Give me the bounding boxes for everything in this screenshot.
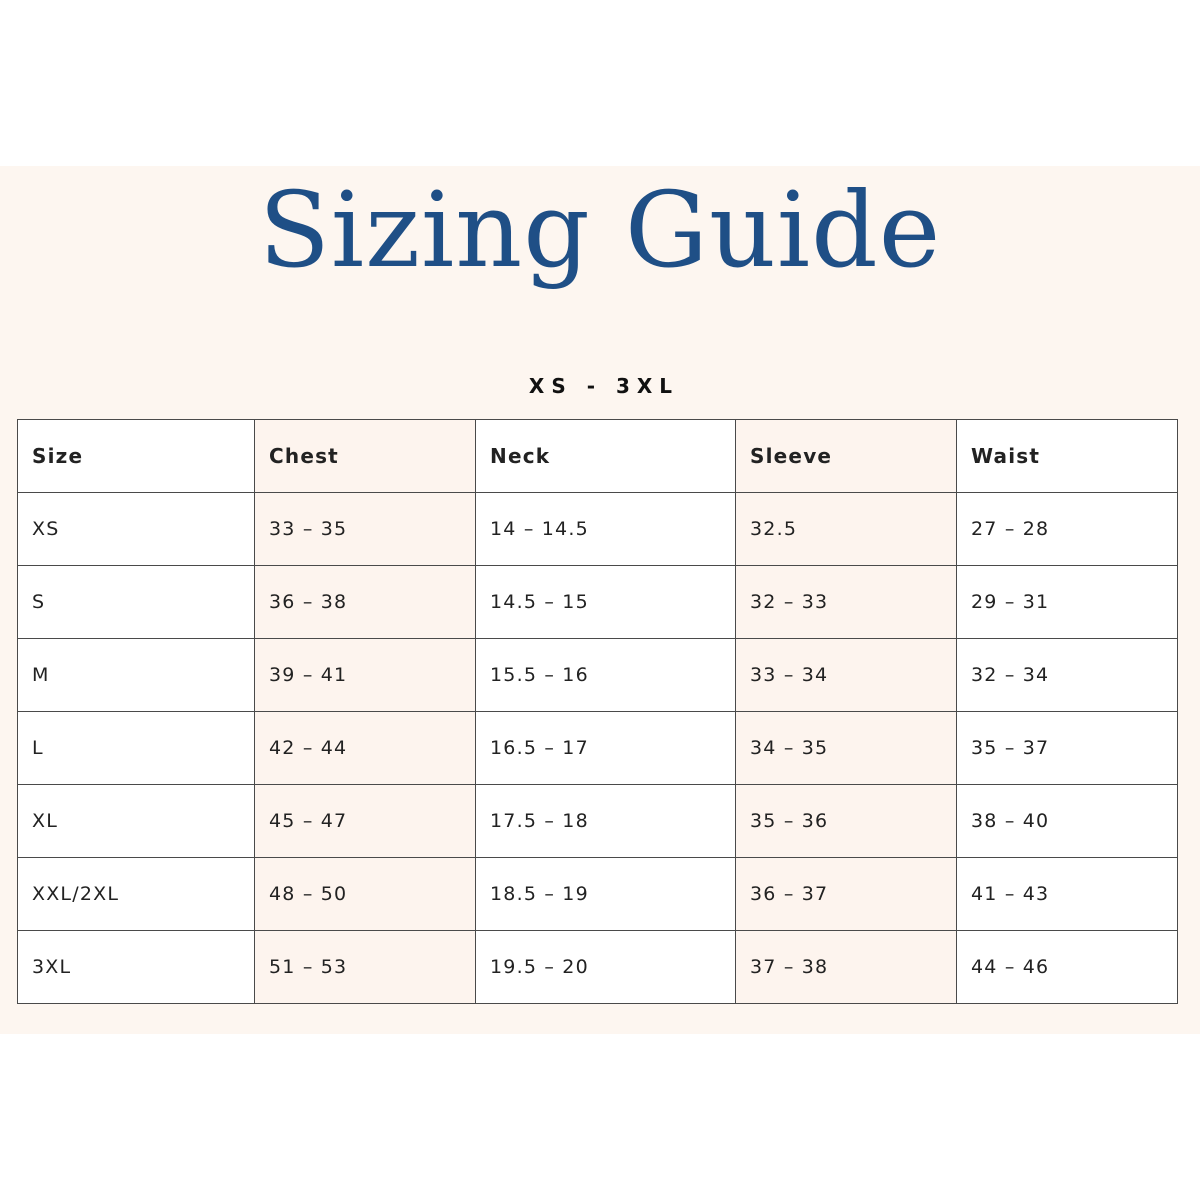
table-row — [18, 566, 1178, 639]
table-row — [18, 639, 1178, 712]
cell-sleeve: 32.5 — [736, 493, 957, 566]
column-header-sleeve: Sleeve — [736, 420, 957, 493]
cell-chest: 33 – 35 — [255, 493, 476, 566]
cell-waist: 44 – 46 — [957, 931, 1178, 1004]
column-header-size: Size — [18, 420, 255, 493]
cell-size: M — [18, 639, 255, 712]
cell-waist: 29 – 31 — [957, 566, 1178, 639]
cell-waist: 41 – 43 — [957, 858, 1178, 931]
cell-neck: 14 – 14.5 — [476, 493, 736, 566]
cell-sleeve: 35 – 36 — [736, 785, 957, 858]
cell-size: L — [18, 712, 255, 785]
table-row — [18, 858, 1178, 931]
cell-sleeve: 34 – 35 — [736, 712, 957, 785]
cell-sleeve: 33 – 34 — [736, 639, 957, 712]
size-range-subtitle: XS - 3XL — [528, 374, 680, 398]
cell-size: XL — [18, 785, 255, 858]
table-header-row — [18, 420, 1178, 493]
cell-neck: 15.5 – 16 — [476, 639, 736, 712]
column-header-waist: Waist — [957, 420, 1178, 493]
sizing-table — [17, 419, 1178, 1004]
cell-waist: 38 – 40 — [957, 785, 1178, 858]
table-row — [18, 493, 1178, 566]
cell-size: S — [18, 566, 255, 639]
cell-neck: 19.5 – 20 — [476, 931, 736, 1004]
cell-chest: 36 – 38 — [255, 566, 476, 639]
cell-chest: 45 – 47 — [255, 785, 476, 858]
cell-chest: 42 – 44 — [255, 712, 476, 785]
column-header-neck: Neck — [476, 420, 736, 493]
cell-neck: 17.5 – 18 — [476, 785, 736, 858]
cell-neck: 18.5 – 19 — [476, 858, 736, 931]
page-title: Sizing Guide — [258, 169, 942, 291]
table-row — [18, 712, 1178, 785]
table-row — [18, 931, 1178, 1004]
cell-waist: 32 – 34 — [957, 639, 1178, 712]
cell-sleeve: 37 – 38 — [736, 931, 957, 1004]
cell-waist: 35 – 37 — [957, 712, 1178, 785]
cell-waist: 27 – 28 — [957, 493, 1178, 566]
cell-neck: 16.5 – 17 — [476, 712, 736, 785]
cell-sleeve: 36 – 37 — [736, 858, 957, 931]
table-row — [18, 785, 1178, 858]
cell-size: 3XL — [18, 931, 255, 1004]
cell-chest: 39 – 41 — [255, 639, 476, 712]
cell-neck: 14.5 – 15 — [476, 566, 736, 639]
cell-sleeve: 32 – 33 — [736, 566, 957, 639]
cell-chest: 51 – 53 — [255, 931, 476, 1004]
cell-size: XS — [18, 493, 255, 566]
column-header-chest: Chest — [255, 420, 476, 493]
cell-chest: 48 – 50 — [255, 858, 476, 931]
cell-size: XXL/2XL — [18, 858, 255, 931]
